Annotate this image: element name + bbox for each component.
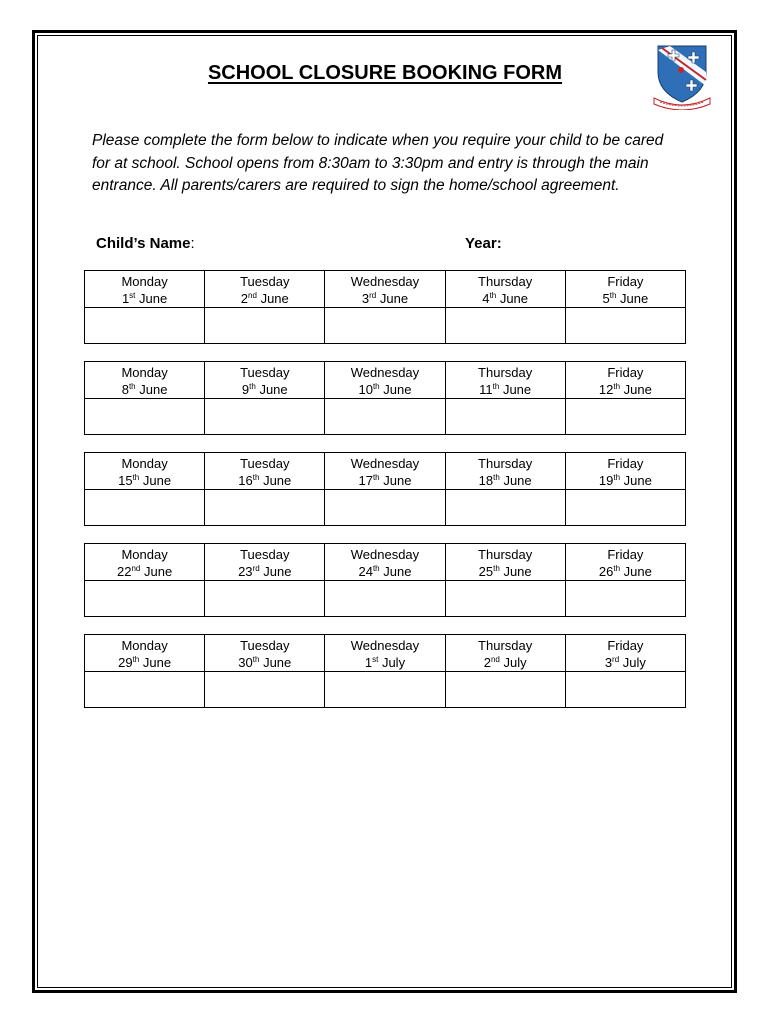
table-row [85,399,686,435]
day-name: Tuesday [240,456,290,471]
day-date: 8th June [121,382,168,397]
table-row [85,362,686,399]
day-header-cell [445,362,565,399]
day-header-cell [565,453,685,490]
booking-table-week [84,452,686,526]
day-name: Wednesday [350,274,420,289]
day-date: 16th June [238,473,292,488]
year-label: Year: [465,235,502,252]
booking-entry-cell[interactable] [205,672,325,708]
day-date: 30th June [238,655,292,670]
day-header-cell [325,362,445,399]
day-date: 15th June [118,473,172,488]
day-header-cell [205,544,325,581]
booking-entry-cell[interactable] [85,399,205,435]
day-header-cell [85,453,205,490]
table-row [85,672,686,708]
booking-entry-cell[interactable] [85,490,205,526]
day-name: Friday [607,456,644,471]
day-date: 5th June [602,291,649,306]
day-name: Wednesday [350,456,420,471]
day-header-cell [445,453,565,490]
day-name: Thursday [478,365,533,380]
table-row [85,635,686,672]
booking-entry-cell[interactable] [445,672,565,708]
booking-table-week [84,543,686,617]
day-name: Thursday [478,456,533,471]
day-header-cell [565,271,685,308]
booking-entry-cell[interactable] [205,308,325,344]
day-name: Monday [121,274,168,289]
table-row [85,490,686,526]
booking-entry-cell[interactable] [565,672,685,708]
booking-entry-cell[interactable] [565,581,685,617]
day-header-cell [325,453,445,490]
booking-entry-cell[interactable] [565,399,685,435]
table-row [85,308,686,344]
booking-entry-cell[interactable] [325,308,445,344]
day-name: Friday [607,274,644,289]
day-name: Tuesday [240,274,290,289]
day-header-cell [85,635,205,672]
day-header-cell [325,544,445,581]
day-header-cell [445,271,565,308]
day-header-cell [205,453,325,490]
table-row [85,581,686,617]
day-name: Thursday [478,638,533,653]
day-date: 24th June [358,564,412,579]
day-name: Tuesday [240,365,290,380]
day-header-cell [205,271,325,308]
day-name: Wednesday [350,638,420,653]
day-header-cell [445,544,565,581]
day-date: 26th June [598,564,652,579]
day-date: 1st June [121,291,168,306]
day-header-cell [325,635,445,672]
day-date: 25th June [478,564,532,579]
day-name: Monday [121,365,168,380]
booking-entry-cell[interactable] [85,581,205,617]
booking-entry-cell[interactable] [565,490,685,526]
day-header-cell [565,635,685,672]
day-date: 10th June [358,382,412,397]
day-date: 2nd June [240,291,289,306]
day-name: Thursday [478,547,533,562]
intro-paragraph: Please complete the form below to indicate when you require your child to be cared for at school. School opens from 8:30am to 3:30pm and entry is through the main entrance. All parents/carers are required to sign the home/school agreement. [92,132,664,194]
booking-entry-cell[interactable] [445,490,565,526]
table-row [85,453,686,490]
school-crest-logo [650,42,714,110]
day-date: 3rd July [604,655,646,670]
day-header-cell [85,362,205,399]
day-name: Friday [607,365,644,380]
day-header-cell [565,544,685,581]
table-row [85,544,686,581]
day-header-cell [565,362,685,399]
booking-table-week [84,270,686,344]
day-date: 1st July [364,655,406,670]
day-date: 29th June [118,655,172,670]
day-date: 4th June [482,291,529,306]
booking-entry-cell[interactable] [205,490,325,526]
form-title-text: SCHOOL CLOSURE BOOKING FORM [207,62,563,84]
booking-table-week [84,634,686,708]
booking-entry-cell[interactable] [85,308,205,344]
day-name: Tuesday [240,547,290,562]
day-date: 18th June [478,473,532,488]
day-name: Wednesday [350,365,420,380]
day-date: 2nd July [483,655,527,670]
booking-entry-cell[interactable] [325,581,445,617]
day-name: Monday [121,547,168,562]
booking-entry-cell[interactable] [85,672,205,708]
day-header-cell [85,271,205,308]
day-header-cell [205,635,325,672]
booking-entry-cell[interactable] [445,308,565,344]
booking-entry-cell[interactable] [325,672,445,708]
day-header-cell [445,635,565,672]
booking-entry-cell[interactable] [325,399,445,435]
day-date: 17th June [358,473,412,488]
day-name: Friday [607,547,644,562]
booking-entry-cell[interactable] [445,581,565,617]
day-name: Monday [121,638,168,653]
day-name: Monday [121,456,168,471]
day-name: Friday [607,638,644,653]
child-name-label: Child’s Name: [96,235,195,252]
booking-entry-cell[interactable] [205,399,325,435]
table-row [85,271,686,308]
day-name: Tuesday [240,638,290,653]
booking-entry-cell[interactable] [325,490,445,526]
booking-table-week [84,361,686,435]
day-date: 11th June [479,382,532,397]
day-header-cell [325,271,445,308]
day-date: 23rd June [238,564,292,579]
day-date: 12th June [598,382,652,397]
day-header-cell [205,362,325,399]
day-name: Thursday [478,274,533,289]
booking-entry-cell[interactable] [205,581,325,617]
day-date: 3rd June [361,291,409,306]
day-date: 19th June [598,473,652,488]
day-date: 22nd June [116,564,173,579]
day-header-cell [85,544,205,581]
day-date: 9th June [241,382,288,397]
booking-entry-cell[interactable] [565,308,685,344]
booking-entry-cell[interactable] [445,399,565,435]
day-name: Wednesday [350,547,420,562]
